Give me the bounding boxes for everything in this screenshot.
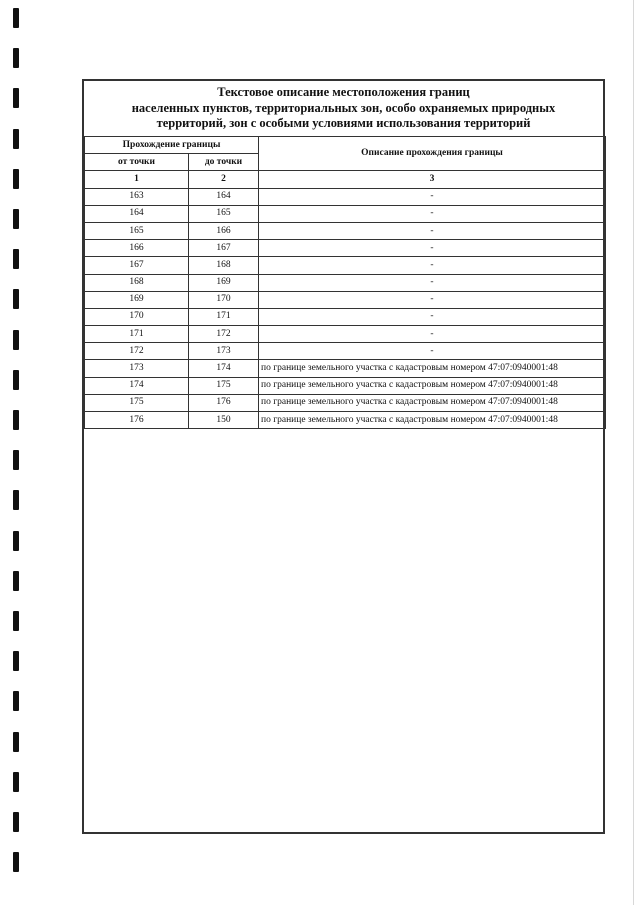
table-row — [85, 394, 606, 411]
binding-mark — [13, 289, 19, 309]
binding-mark — [13, 732, 19, 752]
binding-mark — [13, 88, 19, 108]
table-row — [85, 412, 606, 429]
table-row — [85, 360, 606, 377]
table-row — [85, 291, 606, 308]
column-number: 2 — [189, 171, 259, 188]
column-number: 3 — [259, 171, 606, 188]
binding-mark — [13, 571, 19, 591]
document-frame — [82, 79, 605, 834]
cell-description: по границе земельного участка с кадастровым номером 47:07:0940001:48 — [259, 394, 606, 411]
table-row — [85, 257, 606, 274]
cell-to-point: 167 — [189, 240, 259, 257]
cell-from-point: 172 — [85, 343, 189, 360]
cell-description: - — [259, 240, 606, 257]
table-row — [85, 222, 606, 239]
binding-mark — [13, 852, 19, 872]
title-line: Текстовое описание местоположения границ — [217, 85, 470, 99]
boundary-table — [84, 136, 606, 429]
cell-from-point: 163 — [85, 188, 189, 205]
cell-from-point: 175 — [85, 394, 189, 411]
cell-description: - — [259, 326, 606, 343]
cell-to-point: 171 — [189, 308, 259, 325]
binding-mark — [13, 450, 19, 470]
cell-from-point: 173 — [85, 360, 189, 377]
cell-from-point: 166 — [85, 240, 189, 257]
table-row — [85, 188, 606, 205]
cell-from-point: 165 — [85, 222, 189, 239]
title-line: территорий, зон с особыми условиями использования территорий — [156, 116, 531, 130]
cell-to-point: 168 — [189, 257, 259, 274]
cell-to-point: 174 — [189, 360, 259, 377]
header-from-point: от точки — [85, 154, 189, 171]
table-row — [85, 343, 606, 360]
cell-from-point: 171 — [85, 326, 189, 343]
binding-mark — [13, 209, 19, 229]
header-description: Описание прохождения границы — [259, 137, 606, 171]
cell-from-point: 167 — [85, 257, 189, 274]
cell-to-point: 166 — [189, 222, 259, 239]
table-row — [85, 308, 606, 325]
column-number: 1 — [85, 171, 189, 188]
binding-mark — [13, 330, 19, 350]
cell-to-point: 150 — [189, 412, 259, 429]
binding-mark — [13, 370, 19, 390]
cell-description: - — [259, 222, 606, 239]
table-row — [85, 326, 606, 343]
header-to-point: до точки — [189, 154, 259, 171]
header-row — [85, 137, 606, 154]
table-row — [85, 240, 606, 257]
cell-from-point: 176 — [85, 412, 189, 429]
binding-mark — [13, 249, 19, 269]
cell-from-point: 168 — [85, 274, 189, 291]
cell-description: по границе земельного участка с кадастровым номером 47:07:0940001:48 — [259, 412, 606, 429]
cell-to-point: 165 — [189, 205, 259, 222]
cell-from-point: 174 — [85, 377, 189, 394]
cell-from-point: 170 — [85, 308, 189, 325]
binding-mark — [13, 611, 19, 631]
binding-mark — [13, 169, 19, 189]
cell-from-point: 164 — [85, 205, 189, 222]
table-row — [85, 205, 606, 222]
binding-mark — [13, 410, 19, 430]
cell-to-point: 170 — [189, 291, 259, 308]
cell-description: - — [259, 205, 606, 222]
header-passage: Прохождение границы — [85, 137, 259, 154]
cell-from-point: 169 — [85, 291, 189, 308]
cell-description: - — [259, 343, 606, 360]
document-title — [84, 85, 603, 132]
cell-to-point: 172 — [189, 326, 259, 343]
binding-marks — [0, 0, 30, 905]
binding-mark — [13, 490, 19, 510]
column-number-row — [85, 171, 606, 188]
binding-mark — [13, 691, 19, 711]
cell-description: - — [259, 274, 606, 291]
cell-description: - — [259, 291, 606, 308]
cell-description: - — [259, 188, 606, 205]
table-row — [85, 274, 606, 291]
cell-to-point: 173 — [189, 343, 259, 360]
binding-mark — [13, 812, 19, 832]
cell-description: по границе земельного участка с кадастровым номером 47:07:0940001:48 — [259, 360, 606, 377]
cell-to-point: 164 — [189, 188, 259, 205]
table-row — [85, 377, 606, 394]
binding-mark — [13, 772, 19, 792]
cell-description: по границе земельного участка с кадастровым номером 47:07:0940001:48 — [259, 377, 606, 394]
cell-description: - — [259, 257, 606, 274]
title-line: населенных пунктов, территориальных зон, особо охраняемых природных — [131, 100, 556, 115]
page-edge-line — [633, 0, 634, 905]
cell-description: - — [259, 308, 606, 325]
binding-mark — [13, 8, 19, 28]
table-body — [85, 188, 606, 429]
binding-mark — [13, 48, 19, 68]
cell-to-point: 176 — [189, 394, 259, 411]
cell-to-point: 175 — [189, 377, 259, 394]
binding-mark — [13, 129, 19, 149]
cell-to-point: 169 — [189, 274, 259, 291]
binding-mark — [13, 531, 19, 551]
binding-mark — [13, 651, 19, 671]
